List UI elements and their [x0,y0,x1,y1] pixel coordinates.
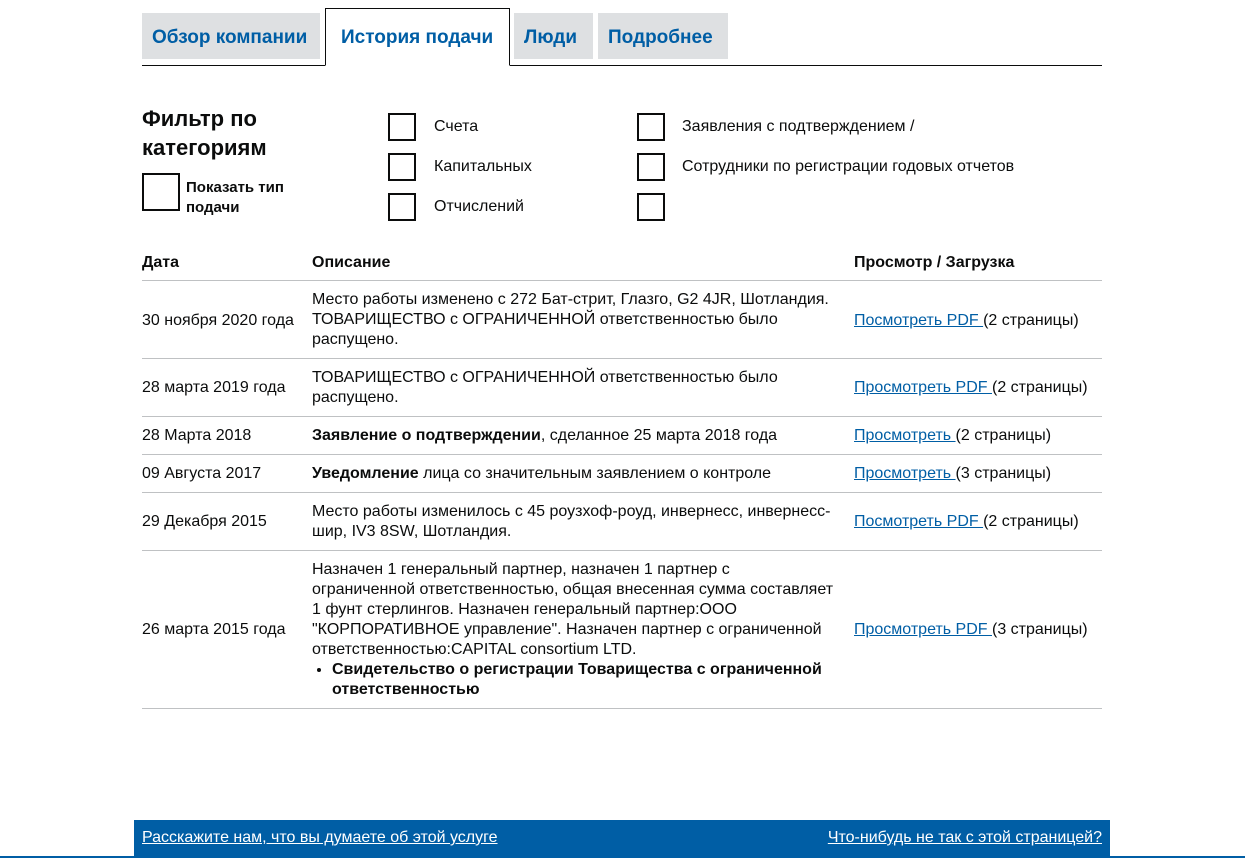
filing-description [312,426,837,446]
view-pdf-link[interactable]: Посмотреть PDF [854,513,984,530]
view-link[interactable]: Просмотреть [854,427,956,444]
table-row [142,281,1102,359]
category-label-charges: Отчислений [434,198,524,215]
page-count: (2 страницы) [992,379,1088,396]
filing-date: 09 Августа 2017 [142,465,262,482]
filing-description: Место работы изменилось с 45 роузхоф-роуд, инвернесс, инвернесс-шир, IV3 8SW, Шотландия. [312,503,831,540]
table-row [142,455,1102,493]
category-checkbox-officers[interactable] [637,153,665,181]
page-count: (2 страницы) [983,312,1079,329]
filing-date: 26 марта 2015 года [142,621,286,638]
tab-bar [142,12,1102,66]
filing-type-bold: Уведомление [312,465,419,482]
page-count: (2 страницы) [983,513,1079,530]
show-filing-type-label: Показать тип подачи [186,179,284,216]
view-pdf-link[interactable]: Посмотреть PDF [854,312,984,329]
filing-view [854,620,1104,640]
feedback-footer [134,820,1110,858]
table-row [142,417,1102,455]
column-header-description: Описание [312,254,391,271]
filing-description-text: Назначен 1 генеральный партнер, назначен 1 партнер с ограниченной ответственностью, общая внесенная сумма составляет 1 фунт стерлингов. Назначен генеральный партнер:ООО "КОРПОРАТИВНОЕ управление". Назначен партнер с ограниченной ответственностью:CAPITAL consortium LTD. [312,561,834,658]
filing-description-text: , сделанное 25 марта 2018 года [540,427,778,444]
category-checkbox-other[interactable] [637,193,665,221]
filing-view [854,512,1104,532]
category-checkbox-capital[interactable] [388,153,416,181]
category-checkbox-confirmation-statements[interactable] [637,113,665,141]
filing-document-list [312,660,837,700]
column-header-view-download: Просмотр / Загрузка [854,254,1015,271]
filing-description [312,464,837,484]
category-checkbox-accounts[interactable] [388,113,416,141]
filing-type-bold: Заявление о подтверждении [312,427,541,444]
feedback-link[interactable]: Расскажите нам, что вы думаете об этой услуге [142,829,498,846]
page-count: (3 страницы) [992,621,1088,638]
page-count: (3 страницы) [955,465,1052,482]
filing-description [312,560,837,700]
tab-more[interactable]: Подробнее [598,13,728,59]
filing-view [854,311,1104,331]
filing-date: 30 ноября 2020 года [142,312,294,329]
tab-company-overview[interactable]: Обзор компании [142,13,320,59]
table-row [142,359,1102,417]
list-item: • Свидетельство о регистрации Товарищества с ограниченной ответственностью [332,660,837,700]
tab-filing-history[interactable]: История подачи [325,8,510,66]
filing-description-text: лица со значительным заявлением о контроле [418,465,772,482]
filing-view [854,464,1104,484]
page-count: (2 страницы) [955,427,1052,444]
filing-date: 28 марта 2019 года [142,379,286,396]
filing-date: 28 Марта 2018 [142,427,252,444]
view-link[interactable]: Просмотреть [854,465,956,482]
category-label-capital: Капитальных [434,158,532,175]
filing-table-header [142,252,1102,281]
filing-view [854,426,1104,446]
view-pdf-link[interactable]: Просмотреть PDF [854,379,992,396]
table-row [142,493,1102,551]
view-pdf-link[interactable]: Просмотреть PDF [854,621,992,638]
filing-description: Место работы изменено с 272 Бат-стрит, Глазго, G2 4JR, Шотландия. ТОВАРИЩЕСТВО с ОГРАНИЧЕННОЙ ответственностью было распущено. [312,291,829,348]
column-header-date: Дата [142,254,180,271]
report-problem-link[interactable]: Что-нибудь не так с этой страницей? [827,829,1102,846]
category-label-accounts: Счета [434,118,479,135]
filter-title: Фильтр по категориям [142,106,267,160]
filing-description: ТОВАРИЩЕСТВО с ОГРАНИЧЕННОЙ ответственностью было распущено. [312,369,778,406]
filing-view [854,378,1104,398]
table-row [142,551,1102,709]
category-label-officers: Сотрудники по регистрации годовых отчетов [682,158,1015,175]
filing-date: 29 Декабря 2015 [142,513,267,530]
category-checkbox-charges[interactable] [388,193,416,221]
tab-people[interactable]: Люди [514,13,593,59]
category-label-confirmation-statements: Заявления с подтверждением / [682,118,915,135]
show-filing-type-checkbox[interactable] [142,173,180,211]
